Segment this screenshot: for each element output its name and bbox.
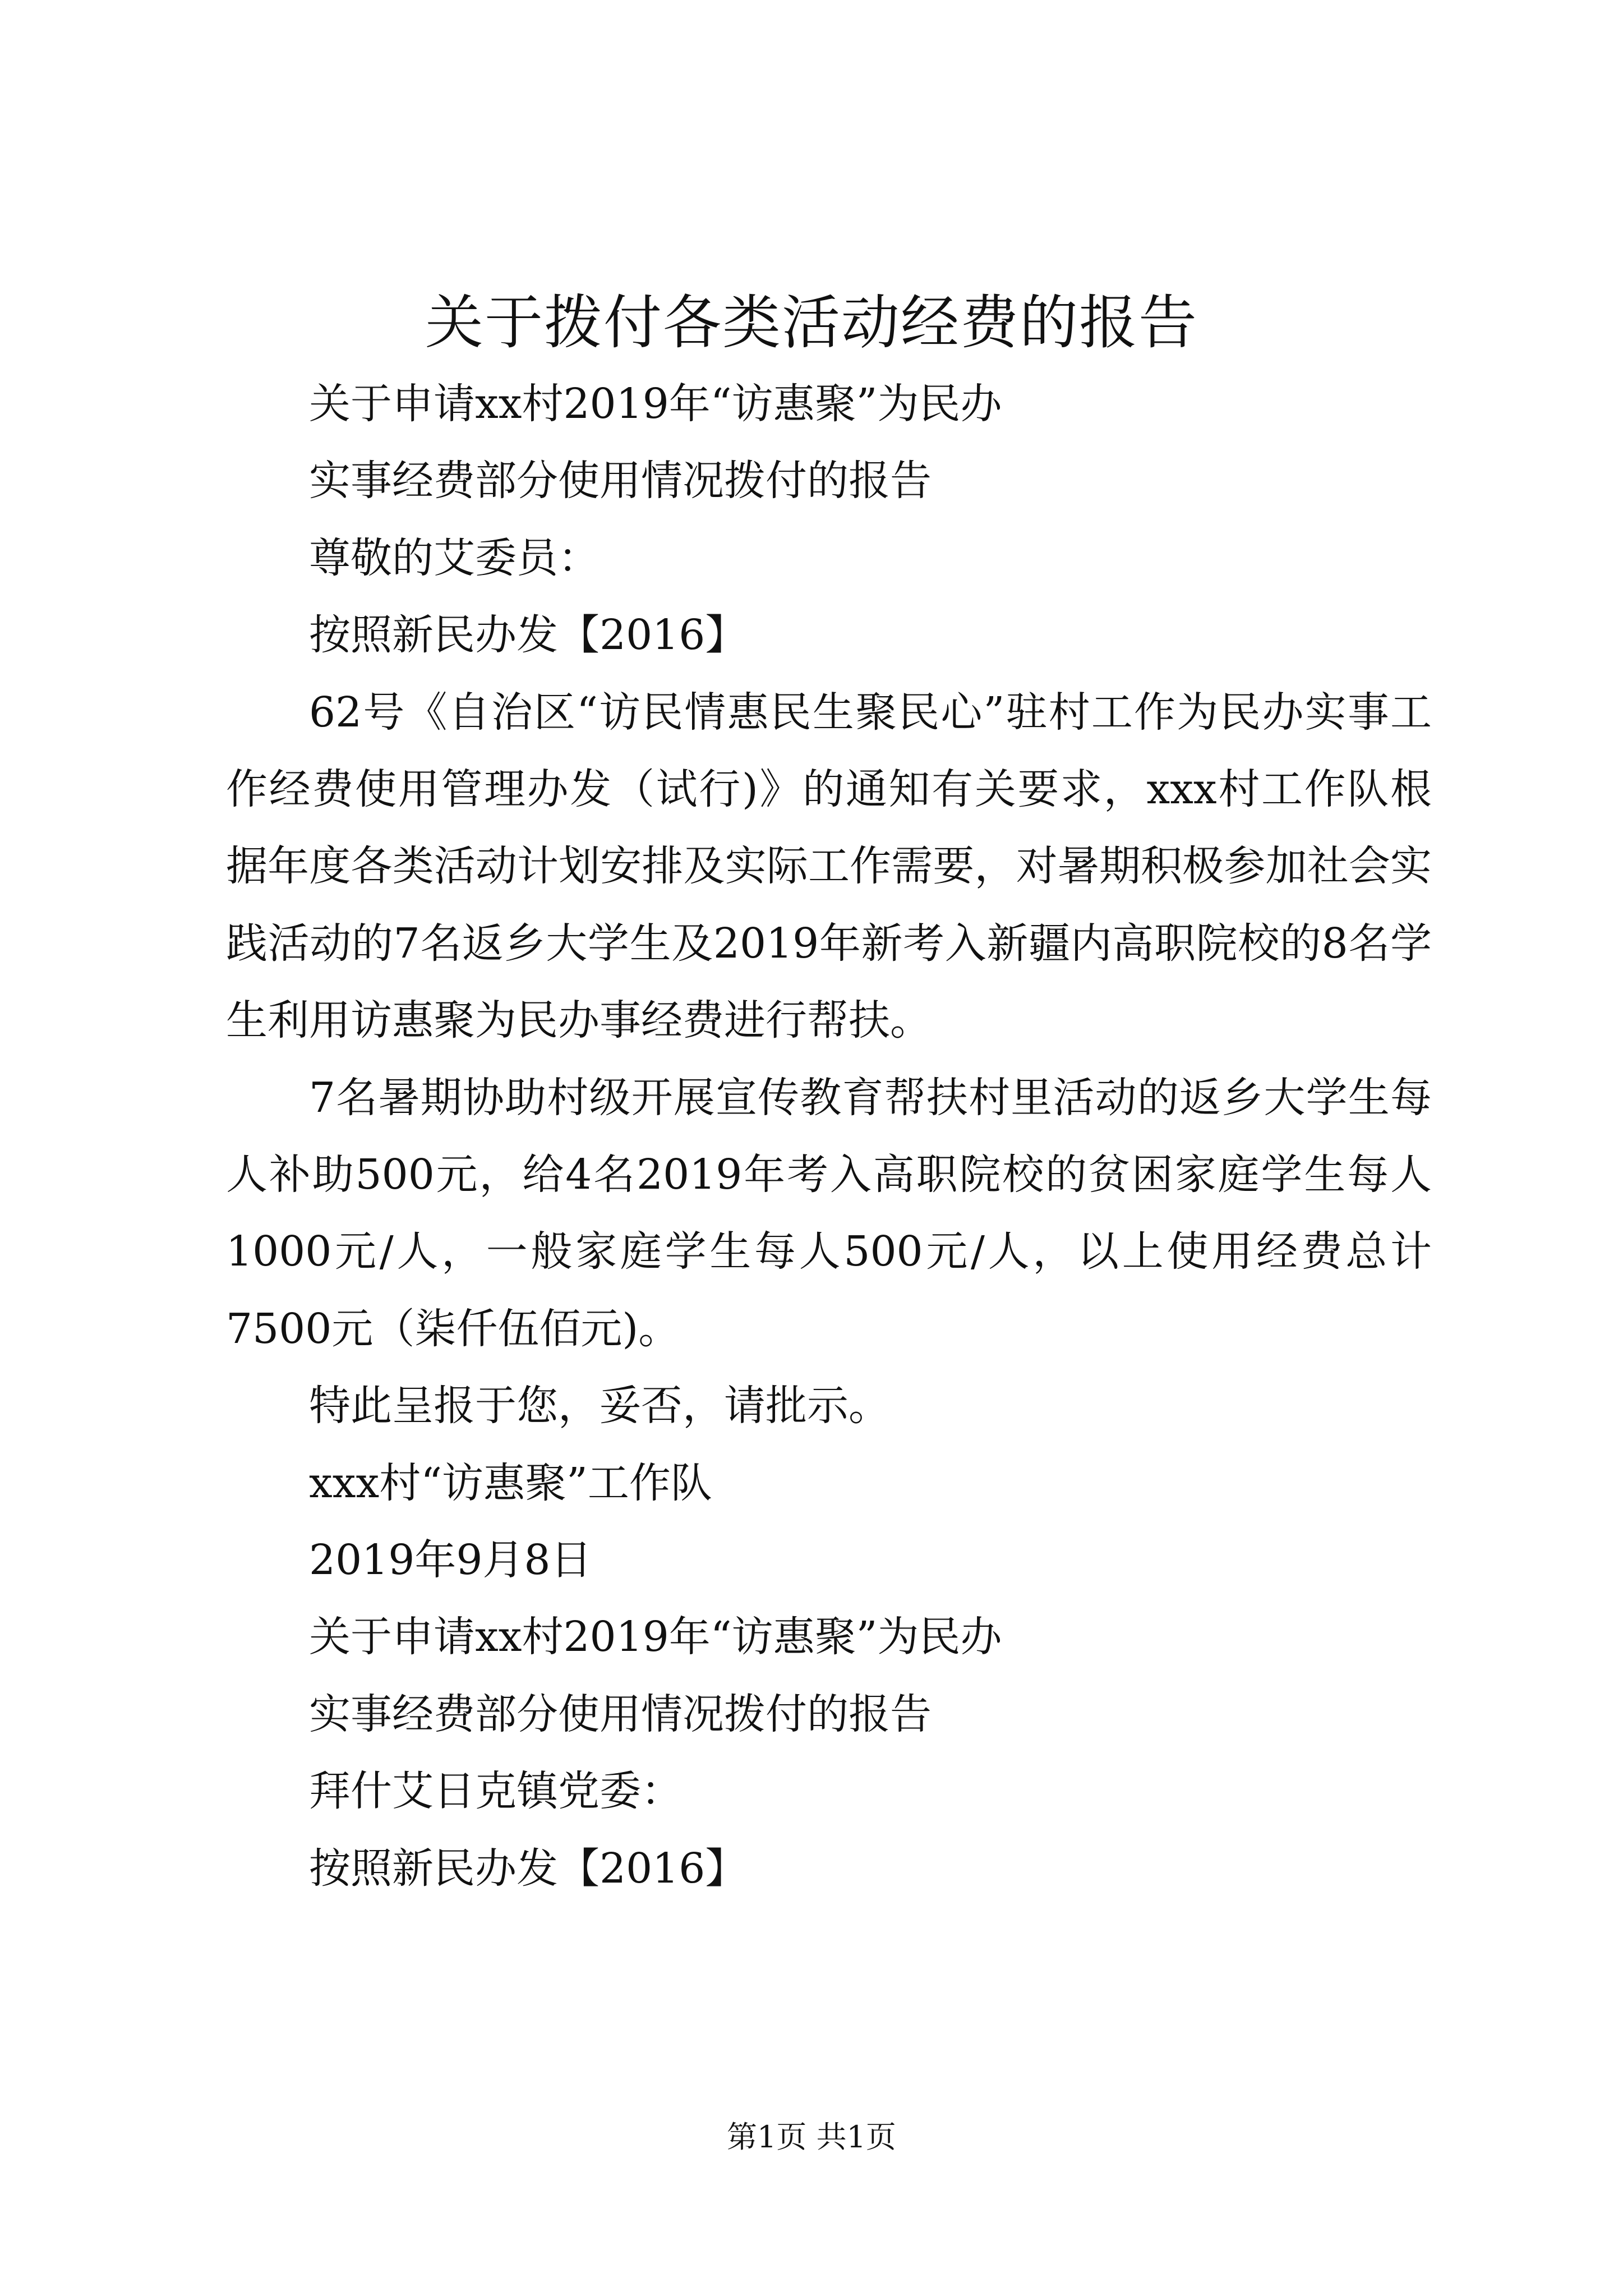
text-line: 按照新民办发【2016】: [309, 1844, 747, 1893]
text-line: 实事经费部分使用情况拨付的报告: [309, 1690, 932, 1738]
date-line: 2019年9月8日: [309, 1536, 592, 1584]
closing-line: 特此呈报于您，妥否，请批示。: [309, 1382, 890, 1430]
text-line: 实事经费部分使用情况拨付的报告: [309, 457, 932, 505]
page-footer: 第1页 共1页: [727, 2119, 896, 2155]
body-paragraph: 62号《自治区“访民情惠民生聚民心”驻村工作为民办实事工作经费使用管理办发（试行)》的通知有关要求，xxx村工作队根据年度各类活动计划安排及实际工作需要，对暑期积极参加社会实践活动的7名返乡大学生及2019年新考入新疆内高职院校的8名学生利用访惠聚为民办事经费进行帮扶。: [226, 688, 1432, 1045]
text-line: 关于申请xx村2019年“访惠聚”为民办: [309, 380, 1002, 428]
text-line: 按照新民办发【2016】: [309, 611, 747, 660]
document-title: 关于拨付各类活动经费的报告: [425, 288, 1198, 357]
document-body: [226, 366, 1432, 1907]
signature-line: xxx村“访惠聚”工作队: [309, 1458, 712, 1507]
salutation: 拜什艾日克镇党委：: [309, 1767, 683, 1816]
text-line: 关于申请xx村2019年“访惠聚”为民办: [309, 1613, 1002, 1662]
body-paragraph: 7名暑期协助村级开展宣传教育帮扶村里活动的返乡大学生每人补助500元，给4名2019年考入高职院校的贫困家庭学生每人1000元/人，一般家庭学生每人500元/人，以上使用经费总计7500元（柒仟伍佰元)。: [226, 1073, 1432, 1353]
salutation: 尊敬的艾委员：: [309, 533, 600, 582]
